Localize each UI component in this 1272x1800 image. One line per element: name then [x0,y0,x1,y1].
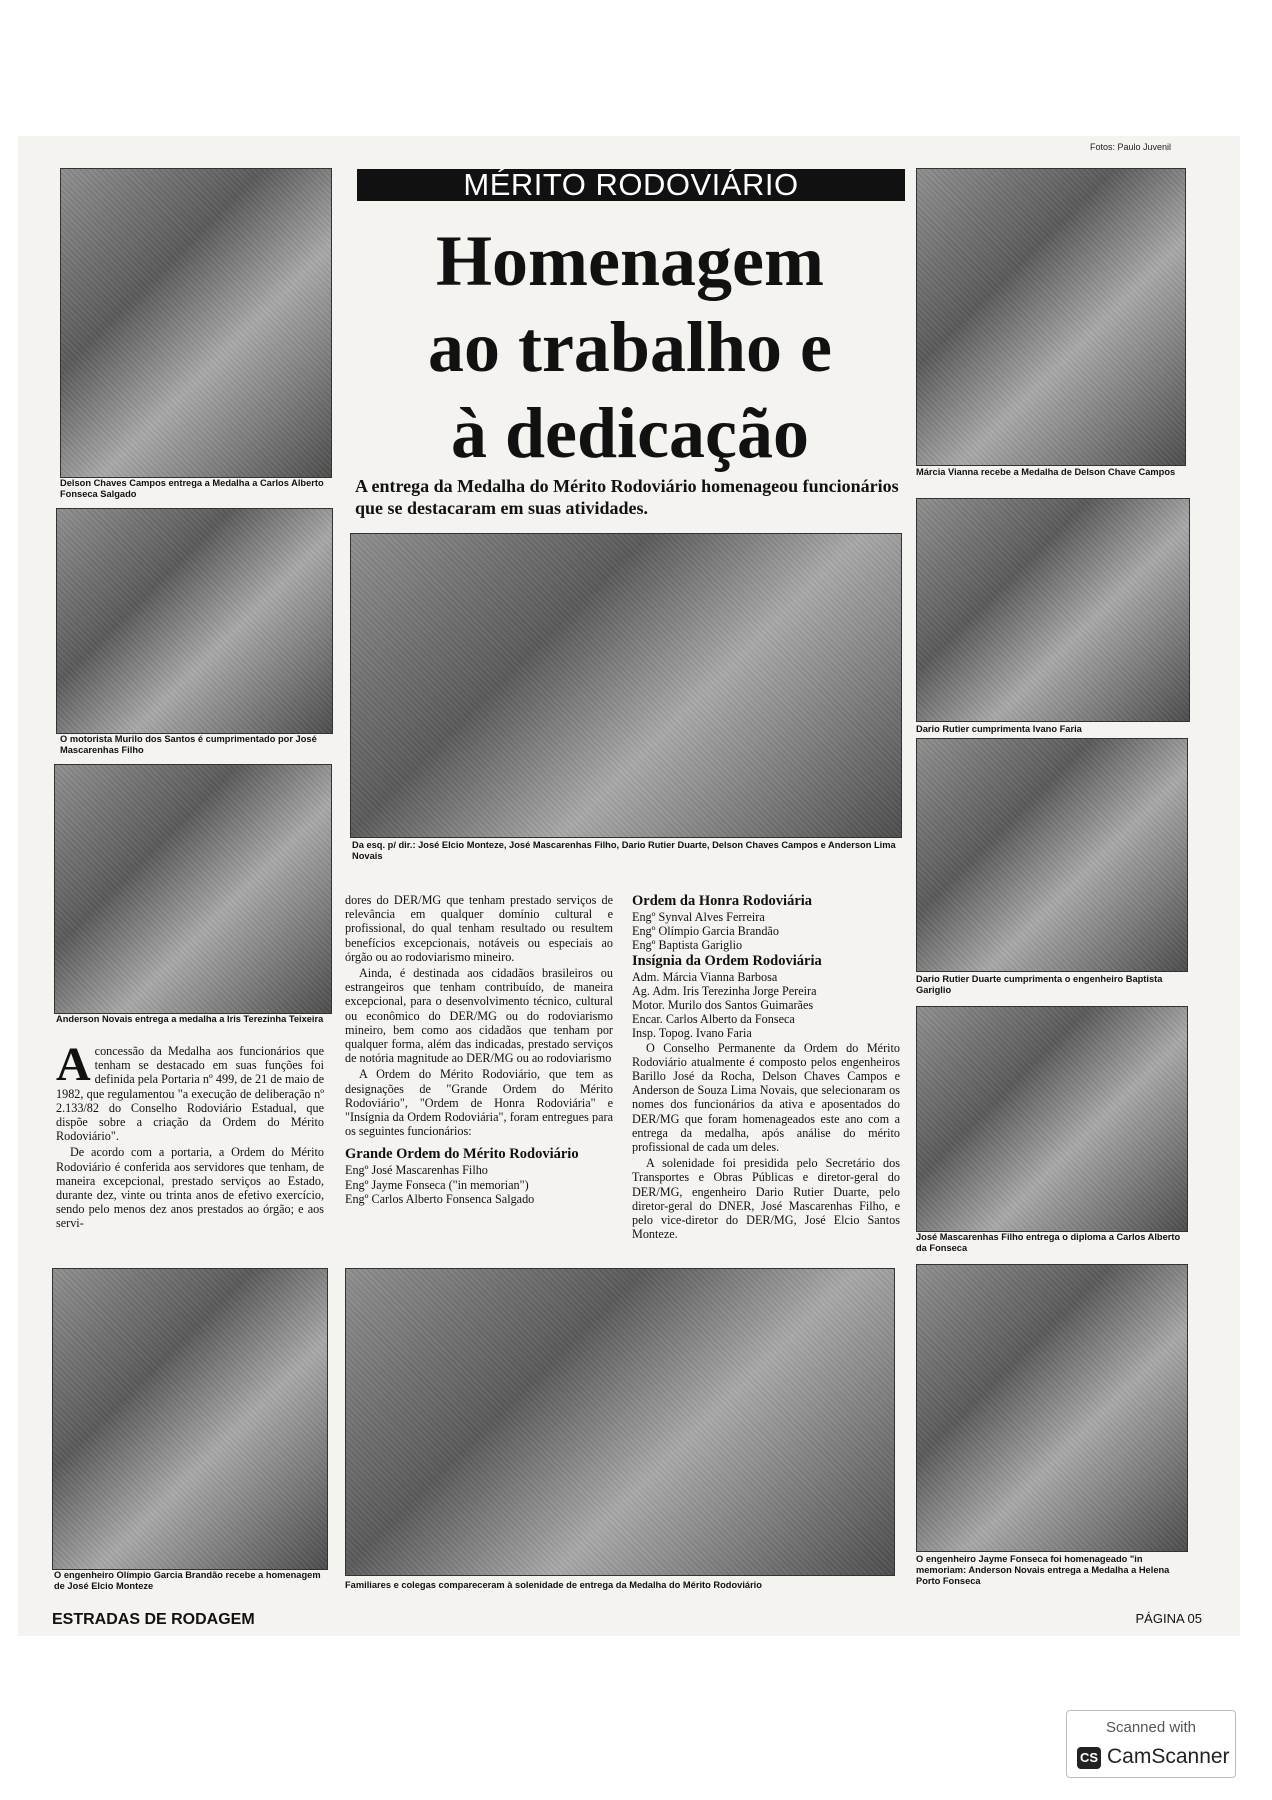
photo-left-1 [60,168,332,478]
caption-left-3: Anderson Novais entrega a medalha a Iris Terezinha Teixeira [56,1014,324,1024]
photo-left-4 [52,1268,328,1570]
photo-center-bottom [345,1268,895,1576]
section-kicker: MÉRITO RODOVIÁRIO [357,169,905,201]
photo-right-3 [916,738,1188,972]
list-item: Engº Baptista Gariglio [632,938,743,953]
caption-left-2: O motorista Murilo dos Santos é cumprimentado por José Mascarenhas Filho [60,734,317,755]
article-col-2 [345,893,613,1206]
list-item: Motor. Murilo dos Santos Guimarães [632,998,814,1013]
photo-center-top [350,533,902,838]
photo-right-2 [916,498,1190,722]
section-title: Insígnia da Ordem Rodoviária [632,952,822,969]
article-col-1 [56,1038,324,1231]
publication-name: ESTRADAS DE RODAGEM [52,1611,255,1628]
list-item: Encar. Carlos Alberto da Fonseca [632,1012,795,1027]
headline-line-3: à dedicação [451,393,809,473]
list-item: Engº Olímpio Garcia Brandão [632,924,779,939]
section-title: Ordem da Honra Rodoviária [632,893,813,909]
paragraph: A Ordem do Mérito Rodoviário, que tem as designações de "Grande Ordem do Mérito Rodoviário", "Ordem de Honra Rodoviária" e "Insígnia da Ordem Rodoviária", foram entregues para os seguintes funcionários: [345,1067,613,1139]
caption-left-1: Delson Chaves Campos entrega a Medalha a Carlos Alberto Fonseca Salgado [60,478,324,499]
award-list [632,910,900,953]
list-item: Adm. Márcia Vianna Barbosa [632,969,778,984]
caption-right-4: José Mascarenhas Filho entrega o diploma a Carlos Alberto da Fonseca [916,1232,1181,1253]
paragraph: Ainda, é destinada aos cidadãos brasileiros ou estrangeiros que tenham contribuído, de maneira excepcional, para o desenvolvimento técnico, cultural ou econômico do DER/MG ou do rodoviarismo mineiro, bem como aos cidadãos que tenham por qualquer forma, além das indicadas, prestado serviços de notória magnitude ao DER/MG ou ao rodoviarismo [345,966,613,1066]
page-number: PÁGINA 05 [1135,1611,1202,1626]
award-list [632,970,900,1041]
dropcap: A [56,1038,91,1091]
list-item: Engº Jayme Fonseca ("in memorian") [345,1177,529,1192]
paragraph-text: concessão da Medalha aos funcionários que tenham se destacado em suas funções foi definida pela Portaria nº 499, de 21 de maio de 1982, que regulamentou "a execução de deliberação nº 2.133/82 do Conselho Rodoviário Estadual, que dispõe sobre a criação da Ordem do Mérito Rodoviário". [56,1044,324,1144]
paragraph: O Conselho Permanente da Ordem do Mérito Rodoviário atualmente é composto pelos engenheiros Barillo José da Rocha, Delson Chaves Campos e Anderson de Souza Lima Novais, que selecionaram os nomes dos funcionários da ativa e aposentados do DER/MG que foram homenageados este ano com a entrega da medalha, após análise do mérito profissional de cada um deles. [632,1040,900,1155]
list-item: Engº Carlos Alberto Fonsenca Salgado [345,1191,535,1206]
photo-right-1 [916,168,1186,466]
paragraph [56,1038,324,1144]
photo-left-2 [56,508,333,734]
photo-left-3 [54,764,332,1014]
headline-line-1: Homenagem [436,221,824,301]
scanner-watermark [1066,1710,1236,1778]
article-col-3 [632,893,900,1241]
headline [330,218,930,476]
paragraph: De acordo com a portaria, a Ordem do Mérito Rodoviário é conferida aos servidores que tenham, de maneira excepcional, prestado serviços ao Estado, durante dez, vinte ou trinta anos de efetivo exercício, sendo pelo menos dez anos prestados ao órgão; e aos servi- [56,1145,324,1231]
paragraph: A solenidade foi presidida pelo Secretário dos Transportes e Obras Públicas e diretor-geral do DER/MG, engenheiro Dario Rutier Duarte, pelo diretor-geral do DNER, José Mascarenhas Filho, e pelo vice-diretor do DER/MG, José Elcio Santos Monteze. [632,1156,900,1242]
section-title: Grande Ordem do Mérito Rodoviário [345,1146,579,1163]
caption-center-top: Da esq. p/ dir.: José Elcio Monteze, José Mascarenhas Filho, Dario Rutier Duarte, Delson Chaves Campos e Anderson Lima Novais [352,840,896,861]
award-list [345,1163,613,1206]
photo-right-4 [916,1006,1188,1232]
headline-line-2: ao trabalho e [428,307,832,387]
watermark-line-2: CamScanner [1107,1745,1230,1768]
camscanner-logo-icon: CS [1077,1747,1101,1769]
dek: A entrega da Medalha do Mérito Rodoviário homenageou funcionários que se destacaram em suas atividades. [355,476,899,518]
photo-credit: Fotos: Paulo Juvenil [1090,142,1172,152]
photo-right-5 [916,1264,1188,1552]
caption-left-4: O engenheiro Olímpio Garcia Brandão recebe a homenagem de José Elcio Monteze [54,1570,321,1591]
caption-right-5: O engenheiro Jayme Fonseca foi homenageado "in memoriam: Anderson Novais entrega a Medalha a Helena Porto Fonseca [916,1554,1170,1586]
caption-right-3: Dario Rutier Duarte cumprimenta o engenheiro Baptista Gariglio [916,974,1163,995]
caption-right-2: Dario Rutier cumprimenta Ivano Faria [916,724,1082,734]
paragraph: dores do DER/MG que tenham prestado serviços de relevância em qualquer domínio cultural e profissional, do qual tenham resultado ou resultem benefícios excepcionais, notáveis ou especiais ao órgão ou ao rodoviarismo mineiro. [345,893,613,964]
watermark-line-1: Scanned with [1105,1719,1197,1736]
caption-center-bottom: Familiares e colegas compareceram à solenidade de entrega da Medalha do Mérito Rodoviário [345,1580,762,1590]
list-item: Engº Synval Alves Ferreira [632,910,765,924]
caption-right-1: Márcia Vianna recebe a Medalha de Delson Chave Campos [916,467,1176,477]
list-item: Engº José Mascarenhas Filho [345,1163,488,1178]
list-item: Ag. Adm. Iris Terezinha Jorge Pereira [632,983,817,998]
list-item: Insp. Topog. Ivano Faria [632,1026,752,1041]
